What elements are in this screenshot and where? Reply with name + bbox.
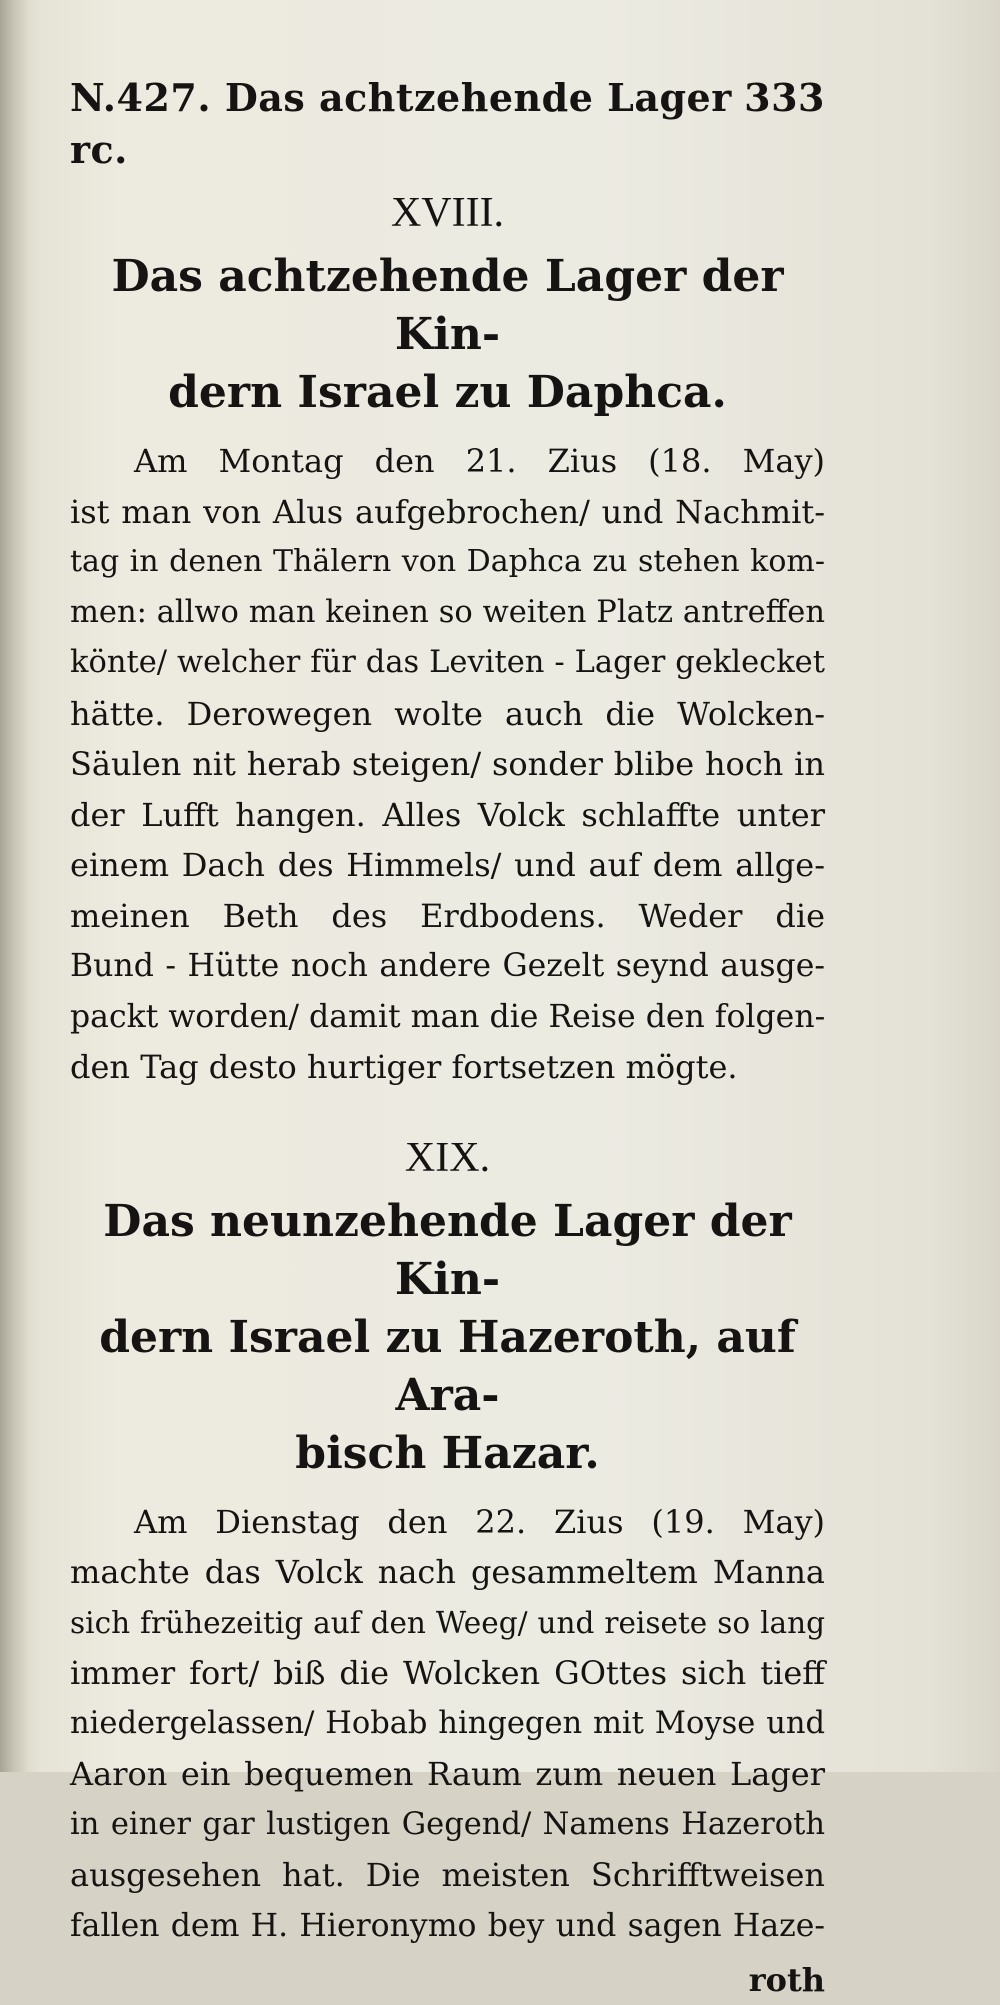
body-line: ist man von Alus aufgebrochen/ und Nachmit- bbox=[70, 487, 825, 538]
body-line: packt worden/ damit man die Reise den folgen- bbox=[70, 992, 825, 1043]
running-header bbox=[70, 72, 825, 176]
section-title-line: dern Israel zu Daphca. bbox=[70, 364, 825, 422]
body-line: Am Montag den 21. Zius (18. May) bbox=[70, 436, 825, 487]
body-line: den Tag desto hurtiger fortsetzen mögte. bbox=[70, 1042, 825, 1093]
section-title bbox=[70, 248, 825, 422]
body-line: fallen dem H. Hieronymo bey und sagen Haze- bbox=[70, 1901, 825, 1952]
body-line: meinen Beth des Erdbodens. Weder die bbox=[70, 891, 825, 942]
page-number: 333 bbox=[744, 72, 825, 176]
section-xviii bbox=[70, 184, 825, 1093]
section-number: XVIII. bbox=[70, 184, 825, 242]
section-body bbox=[70, 1497, 825, 1952]
body-line: niedergelassen/ Hobab hingegen mit Moyse und bbox=[70, 1699, 825, 1750]
body-line: Bund - Hütte noch andere Gezelt seynd ausge- bbox=[70, 941, 825, 992]
body-line: tag in denen Thälern von Daphca zu stehen kom- bbox=[70, 537, 825, 588]
body-line: immer fort/ biß die Wolcken GOttes sich tieff bbox=[70, 1648, 825, 1699]
running-header-title: N.427. Das achtzehende Lager rc. bbox=[70, 72, 744, 176]
body-line: ausgesehen hat. Die meisten Schrifftweisen bbox=[70, 1850, 825, 1901]
body-line: sich frühezeitig auf den Weeg/ und reisete so lang bbox=[70, 1598, 825, 1649]
section-title-line: dern Israel zu Hazeroth, auf Ara- bbox=[70, 1309, 825, 1425]
body-line: könte/ welcher für das Leviten - Lager geklecket bbox=[70, 638, 825, 689]
body-line: men: allwo man keinen so weiten Platz antreffen bbox=[70, 588, 825, 639]
body-line: hätte. Derowegen wolte auch die Wolcken- bbox=[70, 689, 825, 740]
section-body bbox=[70, 436, 825, 1093]
body-line: der Lufft hangen. Alles Volck schlaffte unter bbox=[70, 790, 825, 841]
body-line: einem Dach des Himmels/ und auf dem allge- bbox=[70, 840, 825, 891]
body-line: Am Dienstag den 22. Zius (19. May) bbox=[70, 1497, 825, 1548]
section-title-line: bisch Hazar. bbox=[70, 1425, 825, 1483]
body-line: Aaron ein bequemen Raum zum neuen Lager bbox=[70, 1749, 825, 1800]
body-line: in einer gar lustigen Gegend/ Namens Hazeroth bbox=[70, 1800, 825, 1851]
catchword: roth bbox=[70, 1955, 825, 2005]
body-line: Säulen nit herab steigen/ sonder blibe hoch in bbox=[70, 739, 825, 790]
text-block bbox=[70, 72, 825, 2005]
section-title bbox=[70, 1193, 825, 1483]
body-line: machte das Volck nach gesammeltem Manna bbox=[70, 1547, 825, 1598]
section-title-line: Das achtzehende Lager der Kin- bbox=[70, 248, 825, 364]
section-title-line: Das neunzehende Lager der Kin- bbox=[70, 1193, 825, 1309]
section-number: XIX. bbox=[70, 1129, 825, 1187]
binding-gutter bbox=[0, 0, 28, 1772]
section-xix bbox=[70, 1129, 825, 2005]
